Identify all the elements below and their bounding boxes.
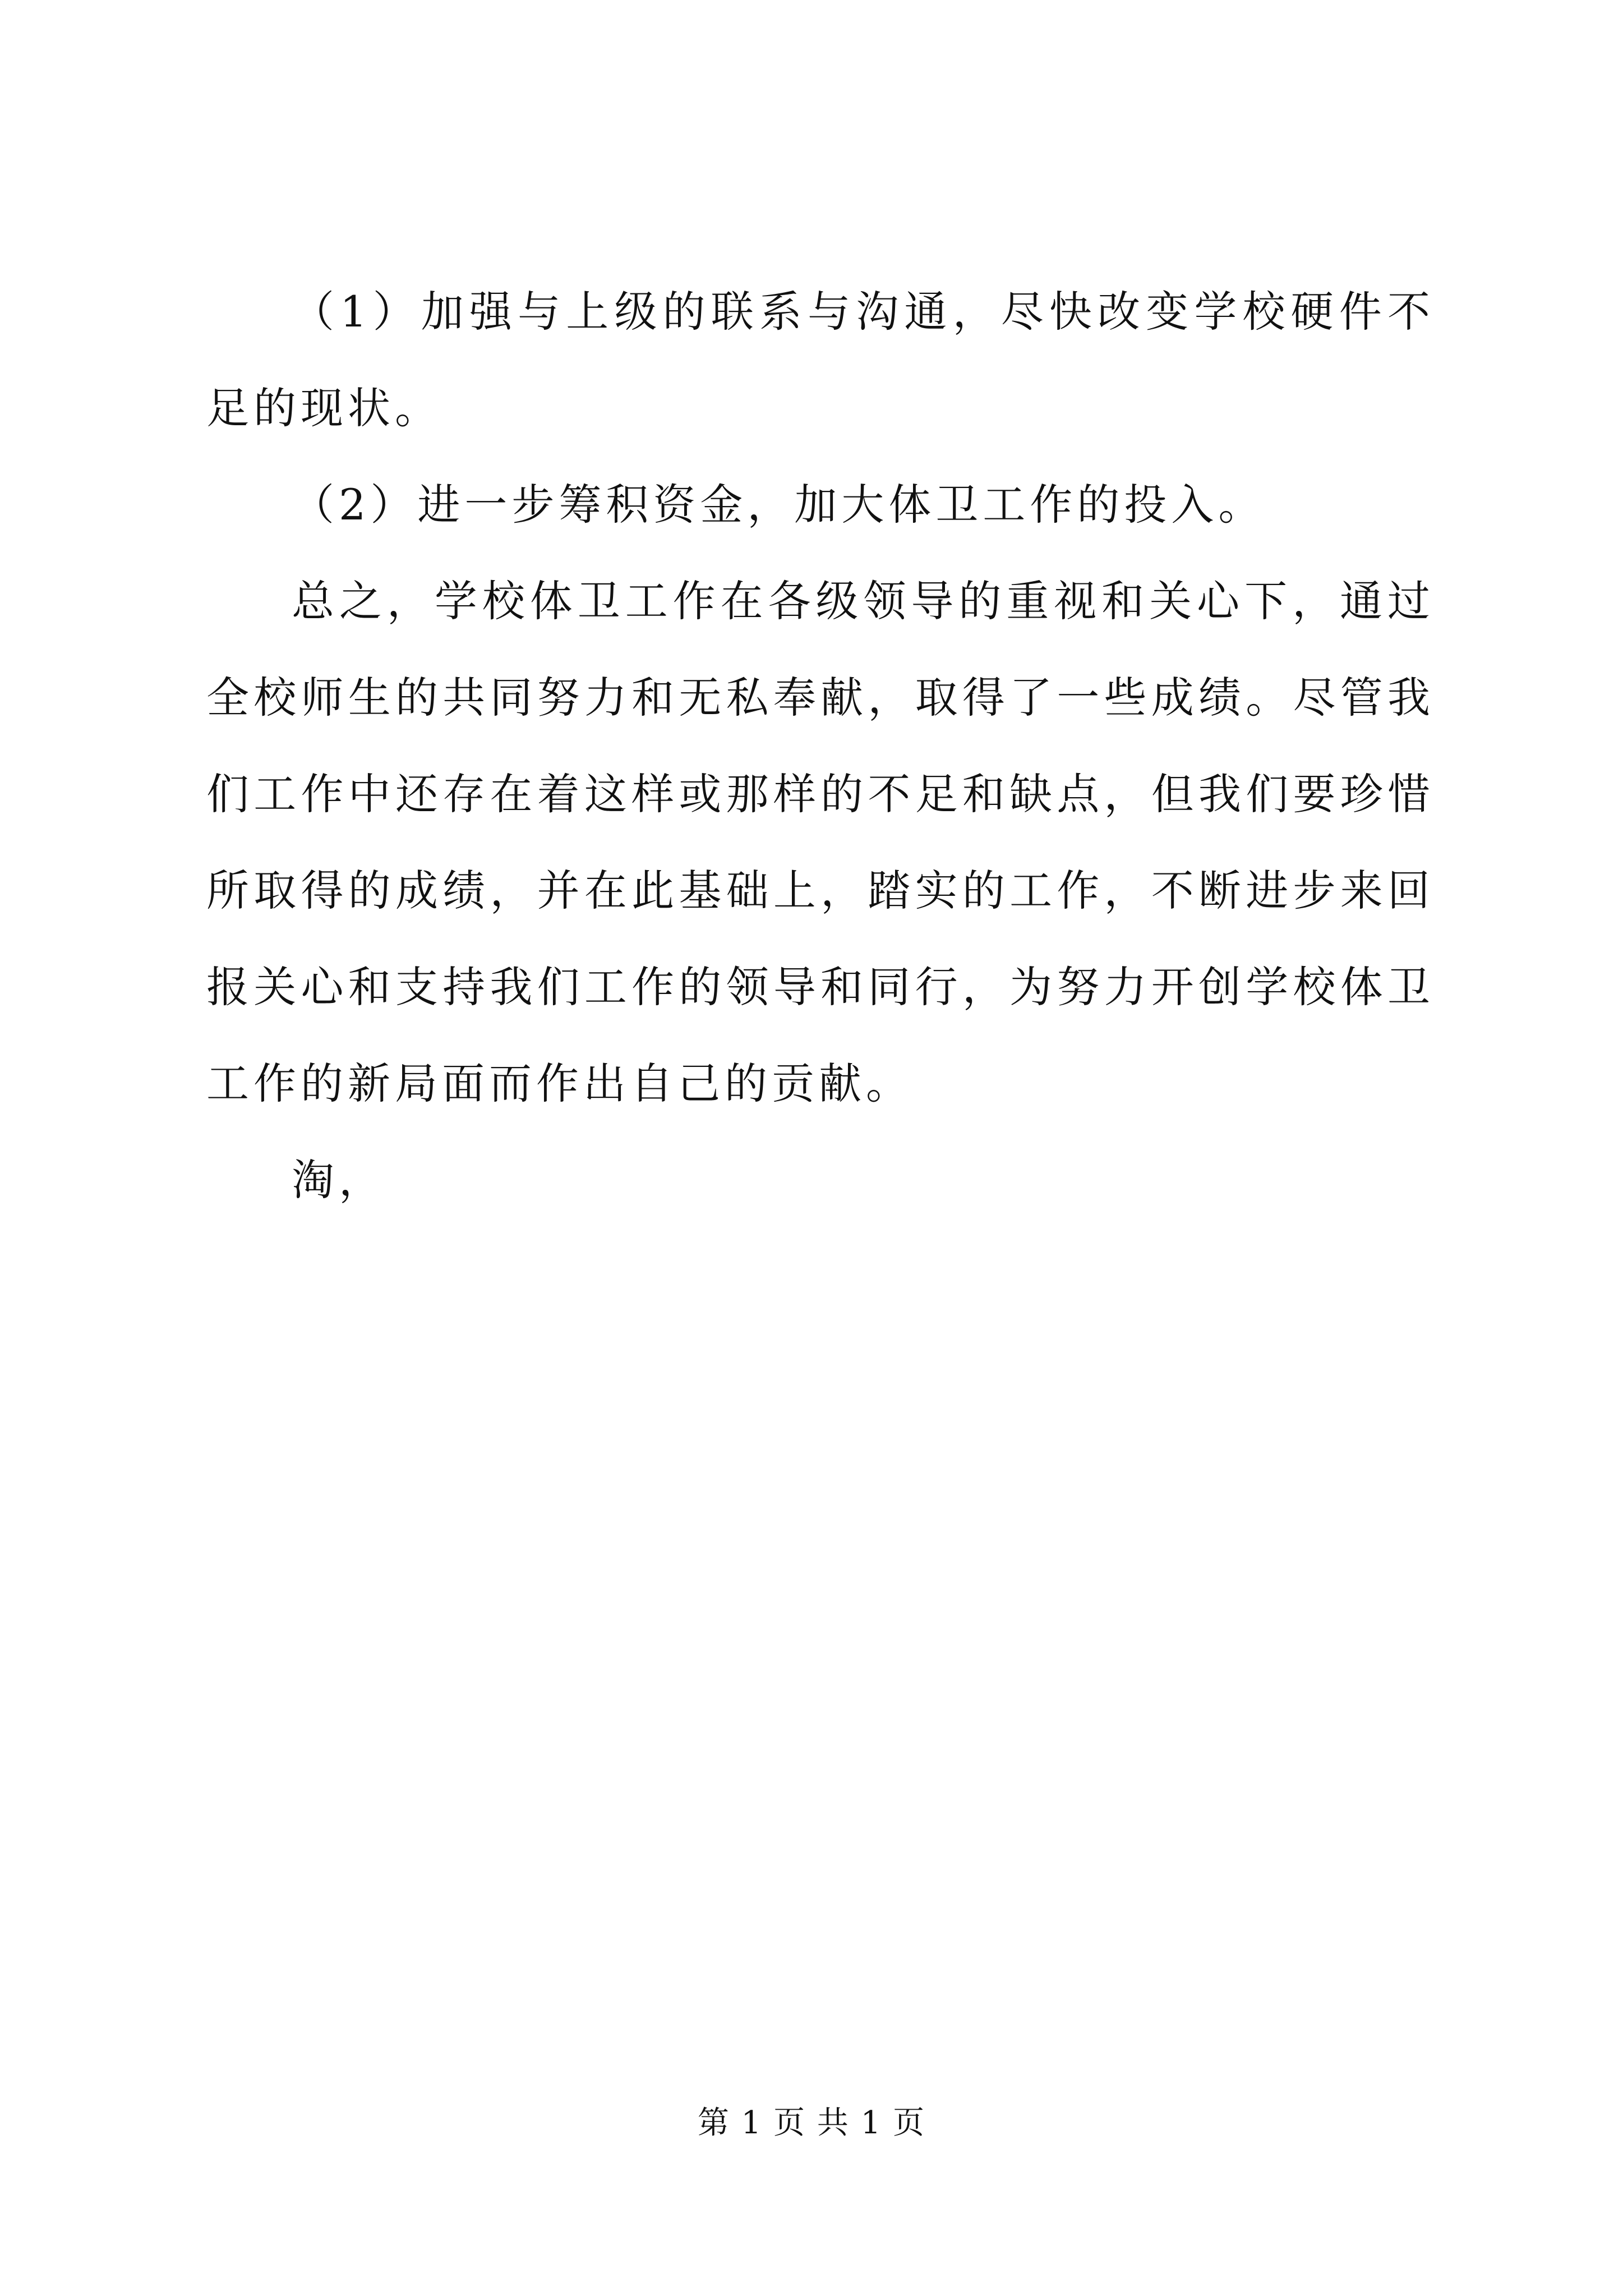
document-body [206,264,1435,1228]
paragraph-item-2: （2）进一步筹积资金，加大体卫工作的投入。 [292,480,1266,530]
paragraph-fragment: 淘， [292,1155,386,1205]
page-footer: 第 1 页 共 1 页 [697,2105,926,2141]
paragraph-item-1: （1）加强与上级的联系与沟通，尽快改变学校硬件不足的现状。 [206,287,1435,433]
paragraph-summary: 总之，学校体卫工作在各级领导的重视和关心下，通过全校师生的共同努力和无私奉献，取得了一些成绩。尽管我们工作中还存在着这样或那样的不足和缺点，但我们要珍惜所取得的成绩，并在此基础上，踏实的工作，不断进步来回报关心和支持我们工作的领导和同行，为努力开创学校体卫工作的新局面而作出自己的贡献。 [206,576,1435,1108]
